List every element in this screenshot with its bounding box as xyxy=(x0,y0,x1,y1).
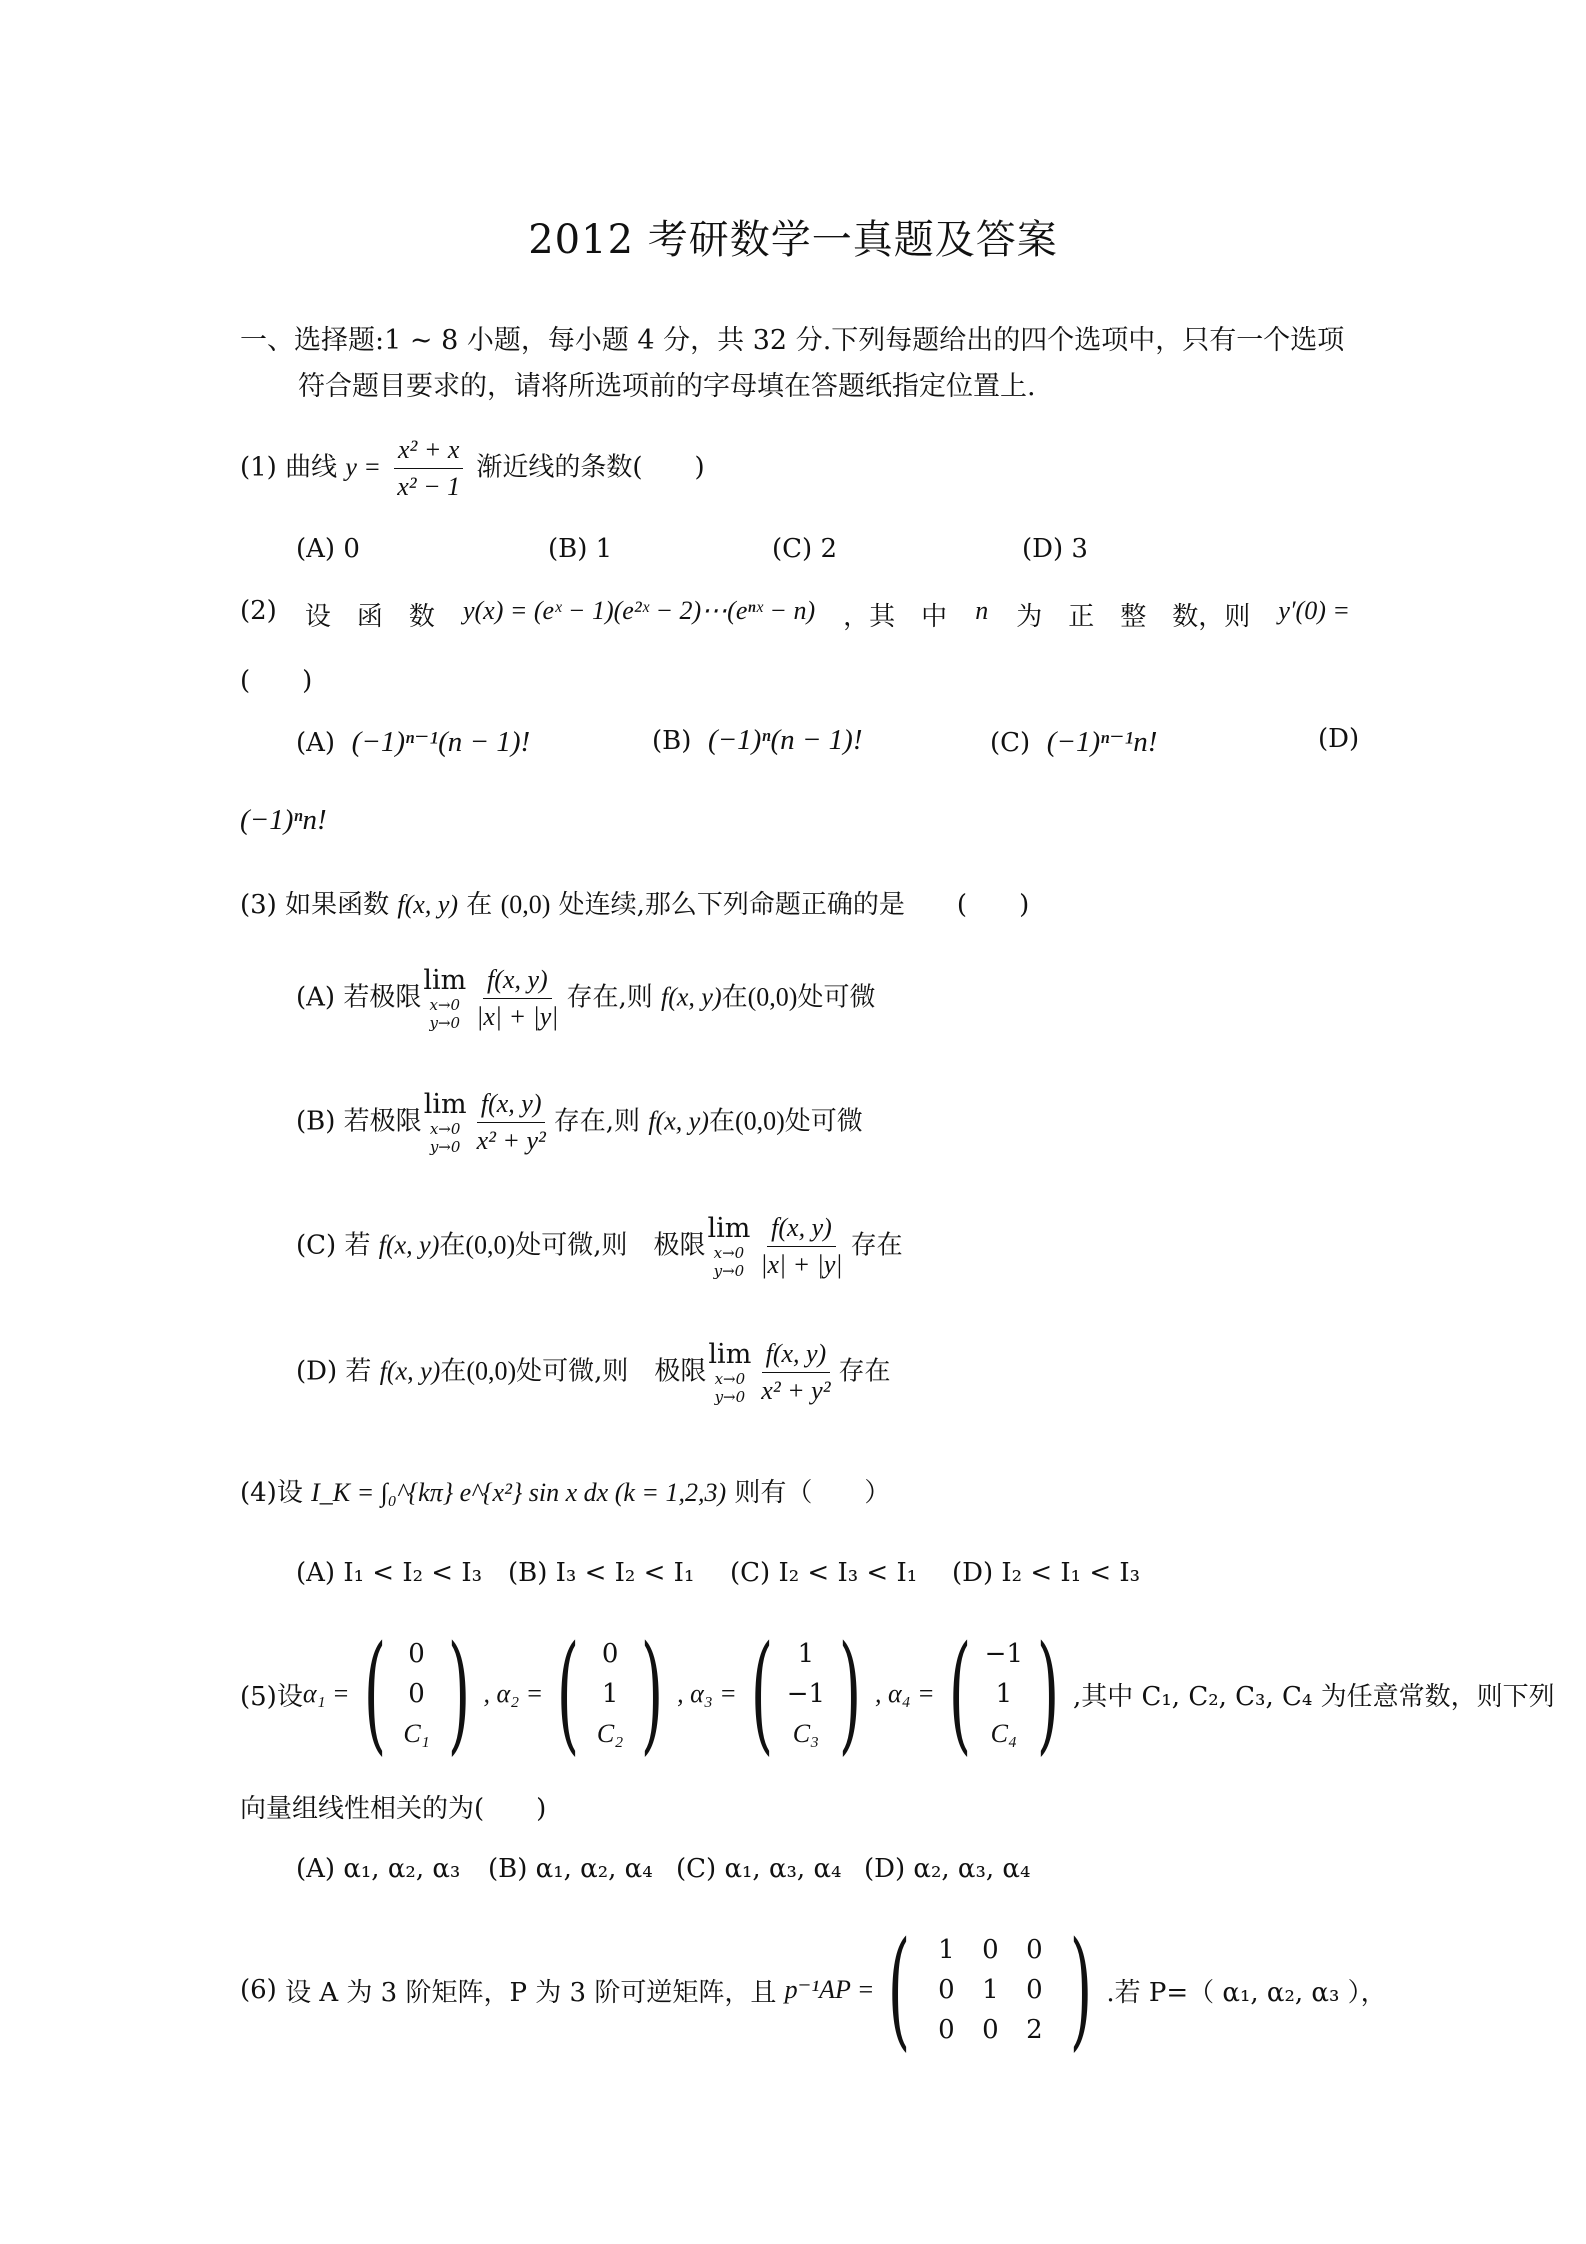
option-text: 在 xyxy=(708,1106,735,1137)
fraction xyxy=(756,1210,846,1283)
limit xyxy=(708,1340,751,1406)
left-paren: ( xyxy=(888,1915,911,2064)
fraction-denominator: x² − 1 xyxy=(397,472,461,501)
left-paren: ( xyxy=(948,1619,971,1768)
option-text: 在 xyxy=(721,982,748,1013)
limit-word: lim xyxy=(707,1212,751,1244)
option-text: 若 xyxy=(345,1356,372,1387)
matrix-entry: 0 xyxy=(982,1935,999,1965)
fraction-numerator: f(x, y) xyxy=(762,1336,831,1373)
question-2 xyxy=(240,596,1350,633)
math-expr: p⁻¹AP = xyxy=(784,1975,875,2004)
question-3 xyxy=(240,884,1029,921)
option-text: 处可微 xyxy=(784,1106,863,1137)
matrix-entry: 0 xyxy=(938,1975,955,2005)
question-number: (3) xyxy=(240,890,277,920)
fraction xyxy=(393,432,464,505)
matrix-body xyxy=(924,1930,1056,2050)
math-expr: (−1)ⁿ⁻¹(n − 1)! xyxy=(351,726,531,758)
limit-word: lim xyxy=(423,1088,467,1120)
page-title: 2012 考研数学一真题及答案 xyxy=(528,217,1058,263)
question-text: .若 P=（ α₁, α₂, α₃ ）， xyxy=(1106,1977,1387,2008)
question-number: (4)设 xyxy=(240,1478,303,1508)
option-c: (C) I₂ < I₃ < I₁ xyxy=(730,1558,918,1588)
right-paren: ) xyxy=(1036,1619,1060,1768)
right-paren: ) xyxy=(838,1619,862,1768)
question-text: 设 函 数 xyxy=(304,602,435,632)
right-paren: ) xyxy=(640,1619,664,1768)
question-text: 设 A 为 3 阶矩阵，P 为 3 阶可逆矩阵，且 xyxy=(285,1977,777,2008)
option-b: (B) α₁, α₂, α₄ xyxy=(488,1854,653,1884)
option-d xyxy=(296,1336,891,1409)
left-paren: ( xyxy=(363,1619,386,1768)
vector-alpha3 xyxy=(737,1619,875,1768)
option-label: (C) xyxy=(990,728,1031,758)
option-label: (B) xyxy=(652,726,692,756)
matrix-diag xyxy=(874,1915,1106,2064)
option-c xyxy=(990,724,1157,759)
fraction-numerator: f(x, y) xyxy=(477,1086,546,1123)
option-text: 存在,则 xyxy=(553,1106,641,1137)
vector-entry: 0 xyxy=(408,1679,425,1709)
matrix-entry: 0 xyxy=(982,2015,999,2045)
option-d-label: (D) xyxy=(1318,724,1360,754)
option-d: (D) 3 xyxy=(1022,534,1088,564)
math-expr: f(x, y) xyxy=(379,1356,441,1386)
fraction-denominator: |x| + |y| xyxy=(760,1250,843,1279)
option-text: 存在,则 xyxy=(566,982,653,1013)
question-1 xyxy=(240,432,705,505)
limit-sub: x→0 xyxy=(429,995,461,1014)
question-number: (2) xyxy=(240,596,277,626)
question-4 xyxy=(240,1472,890,1509)
matrix-entry: 0 xyxy=(1026,1975,1043,2005)
option-label: (C) xyxy=(296,1230,337,1261)
option-a: (A) I₁ < I₂ < I₃ xyxy=(296,1558,483,1588)
math-expr: y = xyxy=(345,452,381,482)
option-c: (C) α₁, α₃, α₄ xyxy=(676,1854,842,1884)
question-text: 如果函数 xyxy=(285,890,390,920)
math-expr: f(x, y) xyxy=(648,1106,709,1136)
option-label: (A) xyxy=(296,728,336,758)
option-a xyxy=(296,724,530,759)
option-d xyxy=(240,804,327,837)
vector-entry: −1 xyxy=(786,1679,826,1709)
answer-blank: ( ) xyxy=(240,666,313,696)
question-5 xyxy=(240,1619,1555,1768)
question-number: (5)设 xyxy=(240,1681,303,1712)
matrix-entry: 1 xyxy=(938,1935,955,1965)
section-heading-line2: 符合题目要求的，请将所选项前的字母填在答题纸指定位置上. xyxy=(298,371,1036,402)
option-label: (A) xyxy=(296,982,336,1013)
math-expr: (0,0) xyxy=(500,890,551,919)
question-text: ，其 中 xyxy=(843,602,948,632)
option-c xyxy=(296,1210,903,1283)
math-expr: y(x) = (eˣ − 1)(e²ˣ − 2)⋯(eⁿˣ − n) xyxy=(462,596,816,625)
option-b: (B) I₃ < I₂ < I₁ xyxy=(508,1558,695,1588)
math-expr: , α₂ = xyxy=(483,1679,544,1708)
question-text: ,其中 C₁, C₂, C₃, C₄ 为任意常数，则下列 xyxy=(1072,1681,1555,1712)
vector-alpha4 xyxy=(935,1619,1073,1768)
option-text: 若极限 xyxy=(343,982,422,1013)
limit-sub: x→0 xyxy=(429,1119,461,1138)
math-expr: f(x, y) xyxy=(378,1230,440,1260)
question-text: 为 正 整 数，则 xyxy=(1016,602,1251,632)
math-expr: f(x, y) xyxy=(397,890,459,919)
limit-sub: x→0 xyxy=(714,1369,746,1388)
option-a xyxy=(296,962,875,1035)
math-expr: , α₃ = xyxy=(677,1679,737,1708)
vector-entry: 0 xyxy=(408,1639,425,1669)
option-b: (B) 1 xyxy=(548,534,613,564)
option-text: 存在 xyxy=(850,1230,903,1261)
vector-entry: 0 xyxy=(601,1639,619,1669)
option-d: (D) α₂, α₃, α₄ xyxy=(864,1854,1031,1884)
vector-entry: 1 xyxy=(995,1679,1013,1709)
math-expr: (0,0) xyxy=(734,1106,785,1136)
option-label: (D) xyxy=(296,1356,338,1387)
limit-sub: y→0 xyxy=(713,1261,745,1280)
question-text: 在 xyxy=(466,890,493,920)
question-text: 渐近线的条数( ) xyxy=(476,452,705,483)
option-text: 处可微,则 极限 xyxy=(515,1230,706,1261)
fraction xyxy=(472,962,562,1035)
fraction-numerator: f(x, y) xyxy=(767,1210,836,1247)
section-heading-line1: 一、选择题:1 ~ 8 小题，每小题 4 分，共 32 分.下列每题给出的四个选项中，只有一个选项 xyxy=(240,325,1345,356)
fraction-denominator: x² + y² xyxy=(476,1126,546,1155)
fraction xyxy=(757,1336,834,1409)
math-expr: f(x, y) xyxy=(660,982,722,1012)
fraction-numerator: x² + x xyxy=(394,432,463,469)
option-text: 存在 xyxy=(838,1356,891,1387)
math-expr: I_K = ∫₀^{kπ} e^{x²} sin x dx (k = 1,2,3) xyxy=(311,1478,727,1507)
vector-entry: 1 xyxy=(601,1679,619,1709)
math-expr: (0,0) xyxy=(466,1356,517,1386)
limit xyxy=(424,1090,467,1156)
vector-entry: 1 xyxy=(797,1639,815,1669)
math-expr: (0,0) xyxy=(465,1230,516,1260)
section-heading xyxy=(240,318,1360,410)
limit-sub: y→0 xyxy=(429,1013,461,1032)
matrix-entry: 0 xyxy=(938,2015,955,2045)
limit-word: lim xyxy=(423,964,467,996)
question-number: (6) xyxy=(240,1975,277,2005)
option-text: 在 xyxy=(440,1356,467,1387)
option-c: (C) 2 xyxy=(772,534,837,564)
option-a: (A) 0 xyxy=(296,534,360,564)
math-expr: (−1)ⁿ⁻¹n! xyxy=(1046,726,1158,758)
question-text: 则有（ ） xyxy=(734,1478,891,1508)
fraction xyxy=(473,1086,550,1159)
limit-sub: y→0 xyxy=(429,1137,461,1156)
matrix-entry: 2 xyxy=(1026,2015,1043,2045)
option-d: (D) I₂ < I₁ < I₃ xyxy=(952,1558,1141,1588)
limit-word: lim xyxy=(708,1338,752,1370)
math-expr: (−1)ⁿn! xyxy=(240,804,327,836)
right-paren: ) xyxy=(447,1619,470,1768)
question-6 xyxy=(240,1915,1387,2064)
option-a: (A) α₁, α₂, α₃ xyxy=(296,1854,461,1884)
vector-alpha1 xyxy=(350,1619,484,1768)
limit xyxy=(707,1214,750,1280)
math-expr: , α₄ = xyxy=(875,1679,935,1708)
fraction-denominator: |x| + |y| xyxy=(476,1002,559,1031)
left-paren: ( xyxy=(750,1619,774,1768)
math-expr: (0,0) xyxy=(747,982,798,1012)
option-b xyxy=(296,1086,863,1159)
question-number: (1) xyxy=(240,452,277,483)
math-expr: y′(0) = xyxy=(1278,596,1350,625)
question-text: 曲线 xyxy=(285,452,338,483)
option-text: 处可微 xyxy=(797,982,876,1013)
option-b xyxy=(652,724,863,757)
option-label: (B) xyxy=(296,1106,336,1137)
math-expr: (−1)ⁿ(n − 1)! xyxy=(707,724,863,756)
fraction-denominator: x² + y² xyxy=(761,1376,831,1405)
question-text: 处连续,那么下列命题正确的是 ( ) xyxy=(558,890,1030,920)
math-expr: n xyxy=(975,596,989,625)
math-expr: α₁ = xyxy=(302,1679,350,1708)
limit-sub: y→0 xyxy=(714,1387,746,1406)
option-text: 在 xyxy=(439,1230,466,1261)
vector-entry: C₃ xyxy=(792,1719,820,1748)
option-text: 若 xyxy=(344,1230,371,1261)
question-5-line2: 向量组线性相关的为( ) xyxy=(240,1794,547,1824)
right-paren: ) xyxy=(1070,1915,1093,2064)
limit-sub: x→0 xyxy=(713,1243,745,1262)
limit xyxy=(423,966,466,1032)
vector-entry: −1 xyxy=(984,1639,1023,1669)
vector-entry: C₁ xyxy=(403,1719,430,1748)
option-text: 若极限 xyxy=(343,1106,422,1137)
option-text: 处可微,则 极限 xyxy=(516,1356,707,1387)
fraction-numerator: f(x, y) xyxy=(483,962,552,999)
vector-entry: C₂ xyxy=(596,1719,624,1748)
matrix-entry: 0 xyxy=(1026,1935,1043,1965)
vector-entry: C₄ xyxy=(990,1719,1018,1748)
left-paren: ( xyxy=(556,1619,580,1768)
matrix-entry: 1 xyxy=(982,1975,999,2005)
vector-alpha2 xyxy=(543,1619,677,1768)
